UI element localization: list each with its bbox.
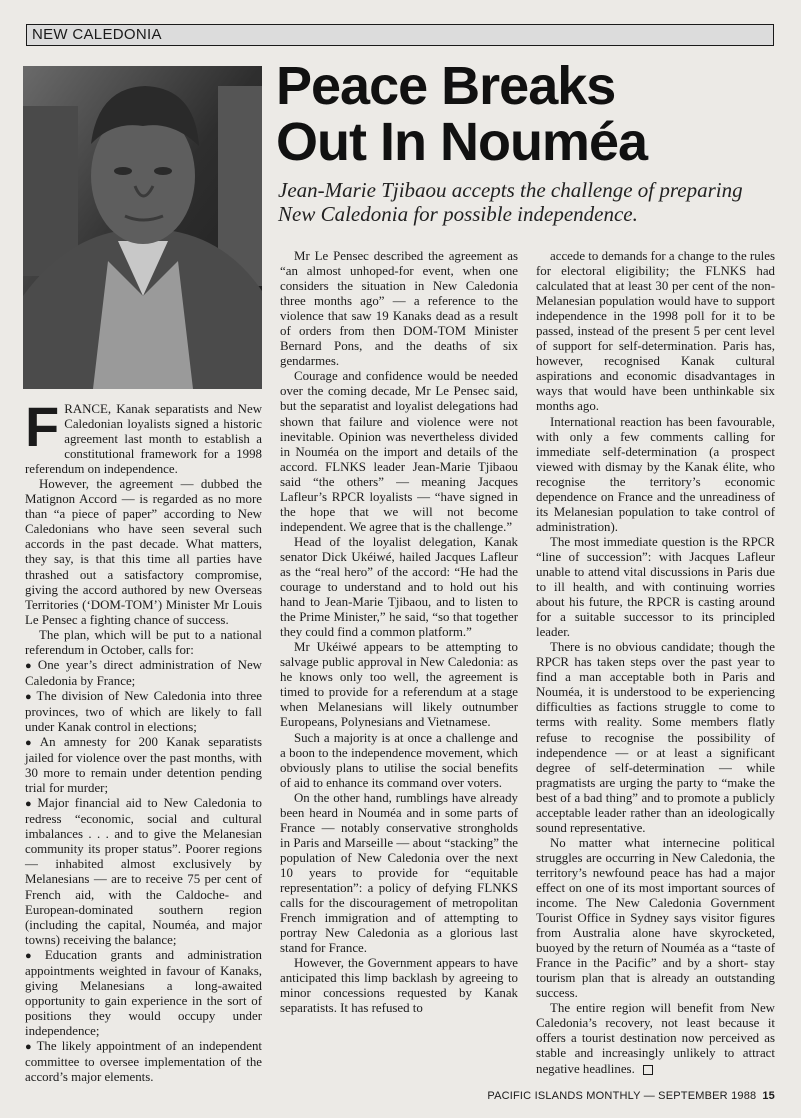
bullet-item xyxy=(25,658,262,689)
standfirst xyxy=(278,178,768,226)
bullet-item xyxy=(25,796,262,947)
body-paragraph: Such a majority is at once a challenge and a boon to the independence movement, which obviously plans to utilise the social benefits of aid to enhance its command over voters. xyxy=(280,730,518,790)
bullet-dot-icon: ● xyxy=(25,798,35,811)
bullet-dot-icon: ● xyxy=(25,1040,34,1053)
bullet-item xyxy=(25,689,262,735)
article-column-1 xyxy=(25,395,262,1085)
headline-line-1: Peace Breaks xyxy=(276,56,616,116)
section-label: NEW CALEDONIA xyxy=(32,26,162,43)
headline xyxy=(276,58,647,170)
bullet-text: The division of New Caledonia into three provinces, two of which are likely to fall under Kanak control in elections; xyxy=(25,688,262,734)
bullet-text: The likely appointment of an independent committee to oversee implementation of the accord’s major elements. xyxy=(25,1038,262,1085)
bullet-text: An amnesty for 200 Kanak separatists jailed for violence over the past months, with 30 more to remain under detention pending trial for murder; xyxy=(25,735,262,796)
body-paragraph: Mr Le Pensec described the agreement as “an almost unhoped-for event, when one considers the situation in New Caledonia three months ago” — a reference to the violence that saw 19 Kanaks dead as a result of orders from then DOM-TOM Minister Bernard Pons, and the deaths of six gendarmes. xyxy=(280,249,518,369)
headline-line-2: Out In Nouméa xyxy=(276,112,648,172)
intro-paragraph xyxy=(25,395,262,477)
bullet-dot-icon: ● xyxy=(25,737,37,750)
bullet-text: Education grants and administration appointments weighted in favour of Kanaks, giving Melanesians a long-awaited opportunity to gain experience in the sort of positions they would occupy under independence; xyxy=(25,947,262,1038)
standfirst-line-2: New Caledonia for possible independence. xyxy=(278,202,638,226)
body-paragraph: However, the agreement — dubbed the Matignon Accord — is regarded as no more than “a piece of paper” according to New Caledonians who have seen several such accords in the past decade. What matters, they say, is that this time all parties have thrashed out a satisfactory compromise, giving the accord authored by new Overseas Territories (‘DOM-TOM’) Minister Mr Louis Le Pensec a fighting chance of success. xyxy=(25,477,262,627)
bullet-dot-icon: ● xyxy=(25,949,42,962)
portrait-photo xyxy=(23,66,262,389)
article-column-2 xyxy=(280,249,518,1016)
publication-line: PACIFIC ISLANDS MONTHLY — SEPTEMBER 1988 xyxy=(487,1090,757,1102)
page-footer xyxy=(487,1090,775,1102)
bullet-dot-icon: ● xyxy=(25,690,34,703)
body-paragraph: The plan, which will be put to a national referendum in October, calls for: xyxy=(25,627,262,657)
bullet-text: Major financial aid to New Caledonia to redress “economic, social and cultural imbalances . . . and to give the Melanesian community its proper status”. Poorer regions — inhabited almost exclusively by Melanesians — are to receive 75 per cent of French aid, with the Caldoche- and European-dominated southern region (including the capital, Nouméa, and major towns) receiving the balance; xyxy=(25,796,262,947)
final-paragraph xyxy=(536,1001,775,1076)
drop-cap: F xyxy=(25,395,60,458)
body-paragraph: The most immediate question is the RPCR “line of succession”: with Jacques Lafleur unable to attend vital discussions in Paris due to ill health, and with continuing worries about his future, the RPCR is casting around for a suitable successor to its principled leader. xyxy=(536,534,775,640)
bullet-item xyxy=(25,735,262,796)
end-mark-icon xyxy=(643,1065,653,1075)
bullet-dot-icon: ● xyxy=(25,659,35,672)
article-column-3 xyxy=(536,249,775,1077)
bullet-item xyxy=(25,1039,262,1085)
page-number: 15 xyxy=(762,1090,775,1102)
body-paragraph: However, the Government appears to have anticipated this limp backlash by agreeing to minor concessions requested by Kanak separatists. It has refused to xyxy=(280,956,518,1016)
standfirst-line-1: Jean-Marie Tjibaou accepts the challenge of preparing xyxy=(278,178,743,202)
body-paragraph: Head of the loyalist delegation, Kanak senator Dick Ukéiwé, hailed Jacques Lafleur as the “real hero” of the accord: “He had the courage to understand and to hold out his hand to Jean-Marie Tjibaou, and to listen to the Prime Minister,” he said, “so that together they could find a common platform.” xyxy=(280,534,518,640)
bullet-text: One year’s direct administration of New Caledonia by France; xyxy=(25,657,262,688)
body-paragraph: Mr Ukéiwé appears to be attempting to salvage public approval in New Caledonia: as he knows only too well, the agreement is timed to provide for a referendum at a stage when Melanesians will likely outnumber Europeans, Polynesians and Vietnamese. xyxy=(280,640,518,730)
body-paragraph: accede to demands for a change to the rules for electoral eligibility; the FLNKS had calculated that at least 30 per cent of the non-Melanesian population would have to support independence in the 1998 poll for it to be passed, instead of the present 5 per cent level of support for self-determination. Paris has, however, recognised Kanak cultural aspirations and economic disadvantages in ways that would have been unthinkable six months ago. xyxy=(536,249,775,414)
portrait-image xyxy=(23,66,262,389)
section-bar xyxy=(26,24,774,46)
body-paragraph: International reaction has been favourable, with only a few comments calling for immediate self-determination (a prospect viewed with dismay by the Kanak élite, who recognise the territory’s economic dependence on France and the unreadiness of its Melanesian population to take control of administration). xyxy=(536,414,775,534)
body-paragraph: Courage and confidence would be needed over the coming decade, Mr Le Pensec said, but the separatist and loyalist delegations had shown that failure and violence were not inevitable. Opinion was nevertheless divided in Nouméa on the import and details of the accord. FLNKS leader Jean-Marie Tjibaou said “the others” — meaning Jacques Lafleur’s RPCR loyalists — “have signed in the hope that we will not become independent. We agree that is the challenge.” xyxy=(280,369,518,534)
final-text: The entire region will benefit from New Caledonia’s recovery, not least because it offers a tourist destination now perceived as stable and increasingly unlikely to attract negative headlines. xyxy=(536,1001,775,1076)
bullet-item xyxy=(25,948,262,1039)
body-paragraph: On the other hand, rumblings have already been heard in Nouméa and in some parts of France — notably conservative strongholds in Paris and Marseille — about “stacking” the population of New Caledonia over the next 10 years to provide for “equitable representation”: a policy of defying FLNKS calls for the discouragement of metropolitan French immigration and of attempting to portray New Caledonia as a glorious last stand for France. xyxy=(280,790,518,956)
intro-text: RANCE, Kanak separatists and New Caledonian loyalists signed a historic agreement last month to establish a constitutional framework for a 1998 referendum on independence. xyxy=(25,402,262,477)
body-paragraph: No matter what internecine political struggles are occurring in New Caledonia, the territory’s newfound peace has had a major effect on one of its most important sources of income. The New Caledonia Government Tourist Office in Sydney says visitor figures from Australia alone have skyrocketed, buoyed by the return of Nouméa as a “taste of France in the Pacific” and by a short- stay tourism plan that is already an outstanding success. xyxy=(536,835,775,1001)
body-paragraph: There is no obvious candidate; though the RPCR has taken steps over the past year to find a man acceptable both in Paris and Nouméa, it is understood to be experiencing difficulties as factions struggle to come to terms with reality. Some members flatly refuse to recognise the possibility of independence — or at least a significant degree of self-determination — while pragmatists are urging the party to “make the best of a bad thing” and to promote a publicly acceptable leader rather than an ideologically sound representative. xyxy=(536,640,775,835)
